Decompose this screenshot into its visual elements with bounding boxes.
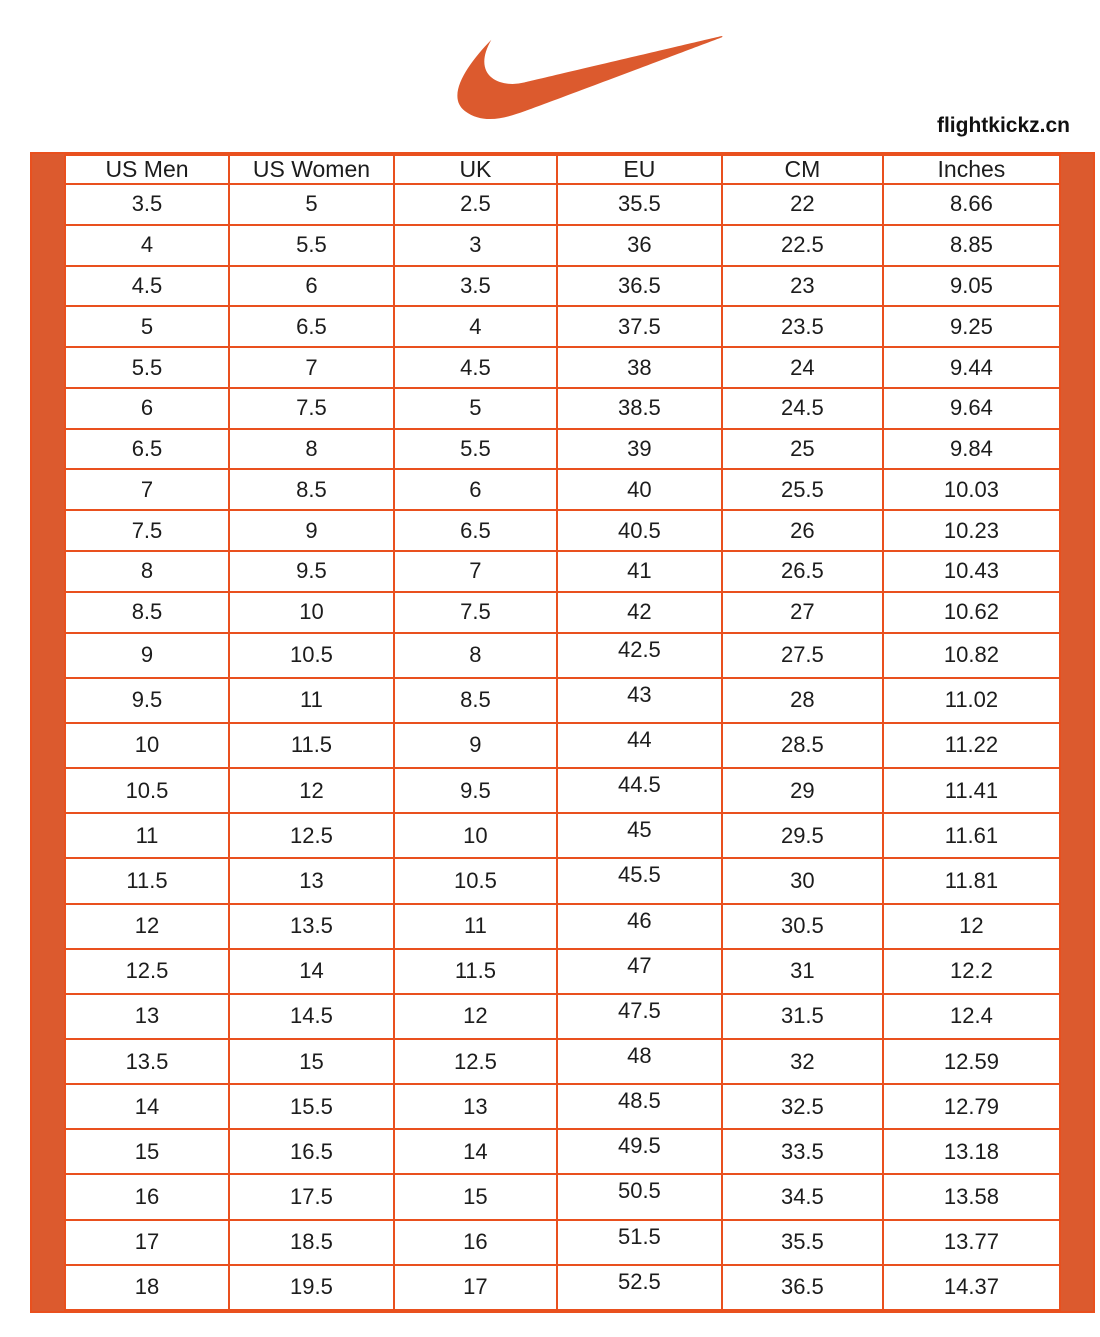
size-cell: 22 bbox=[722, 184, 883, 225]
size-cell: 8.5 bbox=[229, 469, 394, 510]
size-cell: 38 bbox=[557, 347, 722, 388]
size-cell: 30 bbox=[722, 858, 883, 903]
size-cell: 10.03 bbox=[883, 469, 1060, 510]
size-cell: 23.5 bbox=[722, 306, 883, 347]
size-cell: 24 bbox=[722, 347, 883, 388]
table-row bbox=[65, 633, 1060, 678]
size-cell: 19.5 bbox=[229, 1265, 394, 1310]
size-cell: 16 bbox=[394, 1220, 557, 1265]
size-cell: 7 bbox=[394, 551, 557, 592]
column-header-inches: Inches bbox=[883, 155, 1060, 184]
size-cell: 12.59 bbox=[883, 1039, 1060, 1084]
size-cell: 12 bbox=[883, 904, 1060, 949]
size-cell: 27.5 bbox=[722, 633, 883, 678]
size-cell: 29 bbox=[722, 768, 883, 813]
size-cell: 44 bbox=[557, 723, 722, 768]
size-cell: 39 bbox=[557, 429, 722, 470]
size-cell: 40 bbox=[557, 469, 722, 510]
size-cell: 5.5 bbox=[229, 225, 394, 266]
size-cell: 52.5 bbox=[557, 1265, 722, 1310]
table-row bbox=[65, 469, 1060, 510]
size-cell: 14.37 bbox=[883, 1265, 1060, 1310]
size-cell: 4 bbox=[65, 225, 229, 266]
table-row bbox=[65, 551, 1060, 592]
size-cell: 11 bbox=[65, 813, 229, 858]
size-cell: 15.5 bbox=[229, 1084, 394, 1129]
size-cell: 4 bbox=[394, 306, 557, 347]
table-row bbox=[65, 510, 1060, 551]
size-cell: 33.5 bbox=[722, 1129, 883, 1174]
site-label: flightkickz.cn bbox=[936, 114, 1070, 137]
size-cell: 13 bbox=[65, 994, 229, 1039]
size-cell: 48 bbox=[557, 1039, 722, 1084]
table-row bbox=[65, 184, 1060, 225]
size-cell: 13.58 bbox=[883, 1174, 1060, 1219]
size-cell: 10.23 bbox=[883, 510, 1060, 551]
size-cell: 12.5 bbox=[65, 949, 229, 994]
size-cell: 10.5 bbox=[229, 633, 394, 678]
size-cell: 8 bbox=[229, 429, 394, 470]
size-cell: 12 bbox=[229, 768, 394, 813]
size-cell: 6 bbox=[394, 469, 557, 510]
size-cell: 28 bbox=[722, 678, 883, 723]
size-cell: 40.5 bbox=[557, 510, 722, 551]
size-cell: 9.64 bbox=[883, 388, 1060, 429]
table-row bbox=[65, 1039, 1060, 1084]
size-cell: 3.5 bbox=[394, 266, 557, 307]
size-cell: 49.5 bbox=[557, 1129, 722, 1174]
table-row bbox=[65, 1265, 1060, 1310]
size-cell: 25.5 bbox=[722, 469, 883, 510]
size-cell: 34.5 bbox=[722, 1174, 883, 1219]
size-cell: 30.5 bbox=[722, 904, 883, 949]
size-cell: 9.05 bbox=[883, 266, 1060, 307]
size-cell: 12.5 bbox=[229, 813, 394, 858]
size-cell: 14 bbox=[229, 949, 394, 994]
size-cell: 10.5 bbox=[65, 768, 229, 813]
size-cell: 17 bbox=[65, 1220, 229, 1265]
size-cell: 8 bbox=[65, 551, 229, 592]
size-cell: 36.5 bbox=[722, 1265, 883, 1310]
size-cell: 11.5 bbox=[229, 723, 394, 768]
size-cell: 9 bbox=[229, 510, 394, 551]
size-cell: 6 bbox=[229, 266, 394, 307]
size-cell: 35.5 bbox=[722, 1220, 883, 1265]
size-cell: 5 bbox=[394, 388, 557, 429]
table-row bbox=[65, 813, 1060, 858]
size-cell: 8 bbox=[394, 633, 557, 678]
size-cell: 6.5 bbox=[65, 429, 229, 470]
size-cell: 9.5 bbox=[65, 678, 229, 723]
size-cell: 12 bbox=[65, 904, 229, 949]
size-cell: 5.5 bbox=[65, 347, 229, 388]
table-row bbox=[65, 994, 1060, 1039]
size-cell: 32 bbox=[722, 1039, 883, 1084]
table-row bbox=[65, 949, 1060, 994]
column-header-us-women: US Women bbox=[229, 155, 394, 184]
column-header-cm: CM bbox=[722, 155, 883, 184]
size-cell: 44.5 bbox=[557, 768, 722, 813]
header-row bbox=[65, 155, 1060, 184]
size-cell: 10 bbox=[229, 592, 394, 633]
size-cell: 43 bbox=[557, 678, 722, 723]
size-cell: 11 bbox=[229, 678, 394, 723]
size-cell: 6.5 bbox=[229, 306, 394, 347]
size-cell: 46 bbox=[557, 904, 722, 949]
size-cell: 8.66 bbox=[883, 184, 1060, 225]
size-cell: 26.5 bbox=[722, 551, 883, 592]
table-row bbox=[65, 266, 1060, 307]
size-cell: 3.5 bbox=[65, 184, 229, 225]
size-cell: 18 bbox=[65, 1265, 229, 1310]
size-cell: 13 bbox=[394, 1084, 557, 1129]
size-cell: 28.5 bbox=[722, 723, 883, 768]
table-row bbox=[65, 768, 1060, 813]
size-cell: 8.85 bbox=[883, 225, 1060, 266]
size-cell: 31 bbox=[722, 949, 883, 994]
size-cell: 9.44 bbox=[883, 347, 1060, 388]
nike-swoosh-icon bbox=[456, 33, 724, 121]
size-cell: 16 bbox=[65, 1174, 229, 1219]
size-cell: 2.5 bbox=[394, 184, 557, 225]
size-cell: 5.5 bbox=[394, 429, 557, 470]
size-cell: 12.79 bbox=[883, 1084, 1060, 1129]
size-cell: 6.5 bbox=[394, 510, 557, 551]
size-cell: 9.84 bbox=[883, 429, 1060, 470]
size-cell: 47 bbox=[557, 949, 722, 994]
size-cell: 32.5 bbox=[722, 1084, 883, 1129]
size-cell: 31.5 bbox=[722, 994, 883, 1039]
size-cell: 12 bbox=[394, 994, 557, 1039]
table-row bbox=[65, 904, 1060, 949]
size-cell: 3 bbox=[394, 225, 557, 266]
table-row bbox=[65, 723, 1060, 768]
size-cell: 14 bbox=[65, 1084, 229, 1129]
size-cell: 11.5 bbox=[65, 858, 229, 903]
size-cell: 7.5 bbox=[65, 510, 229, 551]
table-row bbox=[65, 429, 1060, 470]
size-cell: 4.5 bbox=[65, 266, 229, 307]
column-header-us-men: US Men bbox=[65, 155, 229, 184]
size-cell: 9 bbox=[394, 723, 557, 768]
size-cell: 10.5 bbox=[394, 858, 557, 903]
table-row bbox=[65, 225, 1060, 266]
size-cell: 42.5 bbox=[557, 633, 722, 678]
size-cell: 11.02 bbox=[883, 678, 1060, 723]
size-cell: 42 bbox=[557, 592, 722, 633]
size-cell: 6 bbox=[65, 388, 229, 429]
size-cell: 38.5 bbox=[557, 388, 722, 429]
size-cell: 4.5 bbox=[394, 347, 557, 388]
table-row bbox=[65, 592, 1060, 633]
size-cell: 51.5 bbox=[557, 1220, 722, 1265]
size-cell: 48.5 bbox=[557, 1084, 722, 1129]
size-cell: 7.5 bbox=[229, 388, 394, 429]
size-cell: 5 bbox=[229, 184, 394, 225]
table-row bbox=[65, 1129, 1060, 1174]
size-cell: 29.5 bbox=[722, 813, 883, 858]
size-cell: 9.5 bbox=[229, 551, 394, 592]
size-cell: 11.61 bbox=[883, 813, 1060, 858]
size-cell: 7.5 bbox=[394, 592, 557, 633]
size-cell: 13.5 bbox=[65, 1039, 229, 1084]
size-cell: 9.25 bbox=[883, 306, 1060, 347]
size-cell: 11.41 bbox=[883, 768, 1060, 813]
size-cell: 11.81 bbox=[883, 858, 1060, 903]
table-row bbox=[65, 388, 1060, 429]
size-cell: 11.5 bbox=[394, 949, 557, 994]
table-row bbox=[65, 1174, 1060, 1219]
table-row bbox=[65, 347, 1060, 388]
size-cell: 7 bbox=[229, 347, 394, 388]
size-cell: 22.5 bbox=[722, 225, 883, 266]
size-table bbox=[64, 154, 1061, 1311]
size-cell: 8.5 bbox=[65, 592, 229, 633]
table-row bbox=[65, 678, 1060, 723]
size-cell: 13.18 bbox=[883, 1129, 1060, 1174]
size-cell: 17.5 bbox=[229, 1174, 394, 1219]
size-cell: 14.5 bbox=[229, 994, 394, 1039]
size-cell: 13.77 bbox=[883, 1220, 1060, 1265]
size-cell: 13.5 bbox=[229, 904, 394, 949]
size-cell: 9 bbox=[65, 633, 229, 678]
table-row bbox=[65, 306, 1060, 347]
size-cell: 11.22 bbox=[883, 723, 1060, 768]
size-cell: 27 bbox=[722, 592, 883, 633]
size-cell: 7 bbox=[65, 469, 229, 510]
size-cell: 11 bbox=[394, 904, 557, 949]
size-cell: 41 bbox=[557, 551, 722, 592]
size-cell: 18.5 bbox=[229, 1220, 394, 1265]
size-cell: 8.5 bbox=[394, 678, 557, 723]
size-cell: 5 bbox=[65, 306, 229, 347]
size-chart bbox=[30, 152, 1095, 1313]
size-cell: 26 bbox=[722, 510, 883, 551]
size-cell: 12.2 bbox=[883, 949, 1060, 994]
table-row bbox=[65, 1220, 1060, 1265]
table-row bbox=[65, 1084, 1060, 1129]
size-cell: 36.5 bbox=[557, 266, 722, 307]
size-cell: 12.5 bbox=[394, 1039, 557, 1084]
size-cell: 25 bbox=[722, 429, 883, 470]
size-cell: 17 bbox=[394, 1265, 557, 1310]
size-cell: 10.82 bbox=[883, 633, 1060, 678]
size-cell: 45 bbox=[557, 813, 722, 858]
size-cell: 9.5 bbox=[394, 768, 557, 813]
size-cell: 10.62 bbox=[883, 592, 1060, 633]
size-cell: 15 bbox=[394, 1174, 557, 1219]
size-cell: 13 bbox=[229, 858, 394, 903]
size-cell: 36 bbox=[557, 225, 722, 266]
size-cell: 16.5 bbox=[229, 1129, 394, 1174]
size-cell: 12.4 bbox=[883, 994, 1060, 1039]
size-cell: 14 bbox=[394, 1129, 557, 1174]
size-cell: 23 bbox=[722, 266, 883, 307]
size-cell: 37.5 bbox=[557, 306, 722, 347]
size-cell: 10 bbox=[65, 723, 229, 768]
column-header-eu: EU bbox=[557, 155, 722, 184]
table-row bbox=[65, 858, 1060, 903]
size-cell: 47.5 bbox=[557, 994, 722, 1039]
size-cell: 45.5 bbox=[557, 858, 722, 903]
size-cell: 24.5 bbox=[722, 388, 883, 429]
size-cell: 10 bbox=[394, 813, 557, 858]
column-header-uk: UK bbox=[394, 155, 557, 184]
size-cell: 50.5 bbox=[557, 1174, 722, 1219]
size-cell: 35.5 bbox=[557, 184, 722, 225]
size-cell: 10.43 bbox=[883, 551, 1060, 592]
size-cell: 15 bbox=[65, 1129, 229, 1174]
size-cell: 15 bbox=[229, 1039, 394, 1084]
